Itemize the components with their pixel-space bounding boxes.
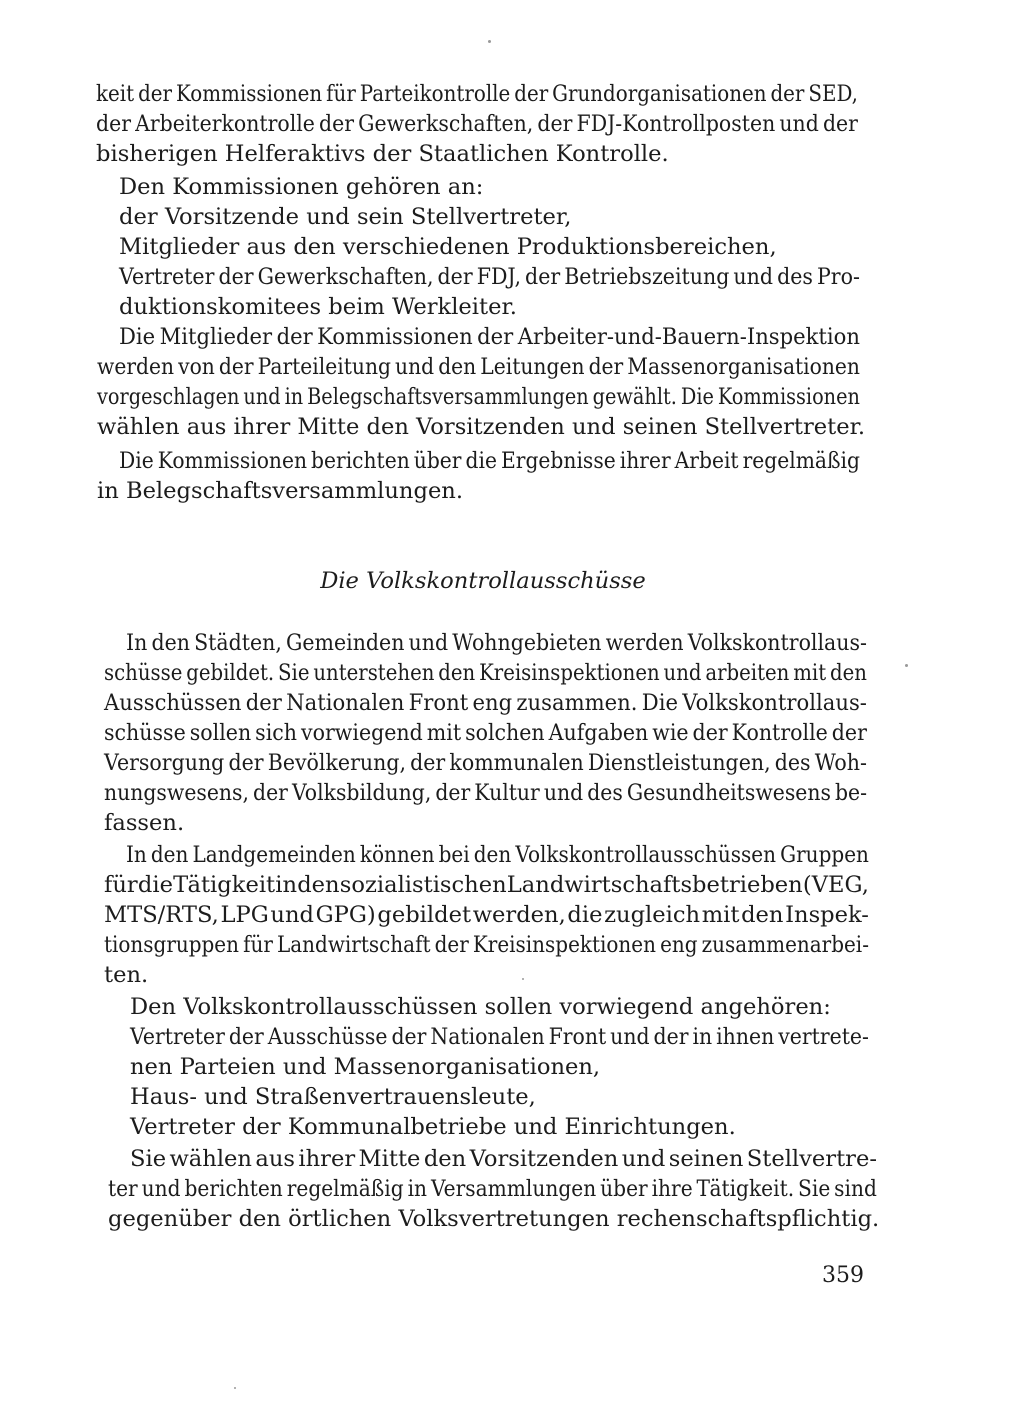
section-heading: Die Volkskontrollausschüsse (320, 568, 646, 594)
text-line: werden von der Parteileitung und den Leitungen der Massenorganisationen (97, 354, 860, 380)
text-line: In den Landgemeinden können bei den Volkskontrollausschüssen Gruppen (126, 842, 869, 868)
text-line: Die Kommissionen berichten über die Ergebnisse ihrer Arbeit regelmäßig (119, 448, 860, 474)
text-line: der Arbeiterkontrolle der Gewerkschaften, der FDJ-Kontrollposten und der (96, 111, 858, 137)
text-line: ten. (104, 962, 149, 988)
page-number: 359 (822, 1263, 864, 1288)
text-line: in Belegschaftsversammlungen. (97, 478, 464, 504)
text-line: MTS/RTS, LPG und GPG) gebildet werden, die zugleich mit den Inspek- (104, 902, 869, 928)
text-line: Versorgung der Bevölkerung, der kommunalen Dienstleistungen, des Woh- (104, 750, 867, 776)
list-item: der Vorsitzende und sein Stellvertreter, (119, 204, 572, 230)
text-line: schüsse sollen sich vorwiegend mit solchen Aufgaben wie der Kontrolle der (104, 720, 867, 746)
list-item: duktionskomitees beim Werkleiter. (119, 294, 517, 320)
text-line: vorgeschlagen und in Belegschaftsversammlungen gewählt. Die Kommissionen (97, 384, 860, 410)
scan-speck (488, 40, 491, 43)
list-item: Vertreter der Kommunalbetriebe und Einrichtungen. (130, 1114, 736, 1140)
list-item: nen Parteien und Massenorganisationen, (130, 1054, 601, 1080)
list-item: Vertreter der Ausschüsse der Nationalen Front und der in ihnen vertrete- (130, 1024, 869, 1050)
text-line: bisherigen Helferaktivs der Staatlichen Kontrolle. (96, 141, 669, 167)
text-line: fassen. (104, 810, 185, 836)
text-line: gegenüber den örtlichen Volksvertretungen rechenschaftspflichtig. (108, 1206, 880, 1232)
text-line: Sie wählen aus ihrer Mitte den Vorsitzenden und seinen Stellvertre- (130, 1146, 877, 1172)
text-line: ter und berichten regelmäßig in Versammlungen über ihre Tätigkeit. Sie sind (108, 1176, 877, 1202)
text-line: In den Städten, Gemeinden und Wohngebieten werden Volkskontrollaus- (126, 630, 867, 656)
text-line: schüsse gebildet. Sie unterstehen den Kreisinspektionen und arbeiten mit den (104, 660, 867, 686)
list-item: Haus- und Straßenvertrauensleute, (130, 1084, 536, 1110)
list-item: Mitglieder aus den verschiedenen Produktionsbereichen, (119, 234, 777, 260)
scan-speck (234, 1387, 236, 1389)
text-line: wählen aus ihrer Mitte den Vorsitzenden und seinen Stellvertreter. (97, 414, 866, 440)
text-line: Ausschüssen der Nationalen Front eng zusammen. Die Volkskontrollaus- (104, 690, 867, 716)
list-item: Vertreter der Gewerkschaften, der FDJ, der Betriebszeitung und des Pro- (119, 264, 860, 290)
text-line: für die Tätigkeit in den sozialistischen Landwirtschaftsbetrieben (VEG, (104, 872, 869, 898)
text-line: keit der Kommissionen für Parteikontrolle der Grundorganisationen der SED, (96, 81, 858, 107)
text-line: tionsgruppen für Landwirtschaft der Kreisinspektionen eng zusammenarbei- (104, 932, 869, 958)
text-line: Die Mitglieder der Kommissionen der Arbeiter-und-Bauern-Inspektion (119, 324, 860, 350)
text-line: Den Volkskontrollausschüssen sollen vorwiegend angehören: (130, 994, 831, 1020)
scan-speck (522, 978, 524, 980)
text-line: Den Kommissionen gehören an: (119, 174, 484, 200)
scan-speck (905, 664, 908, 667)
text-line: nungswesens, der Volksbildung, der Kultur und des Gesundheitswesens be- (104, 780, 867, 806)
